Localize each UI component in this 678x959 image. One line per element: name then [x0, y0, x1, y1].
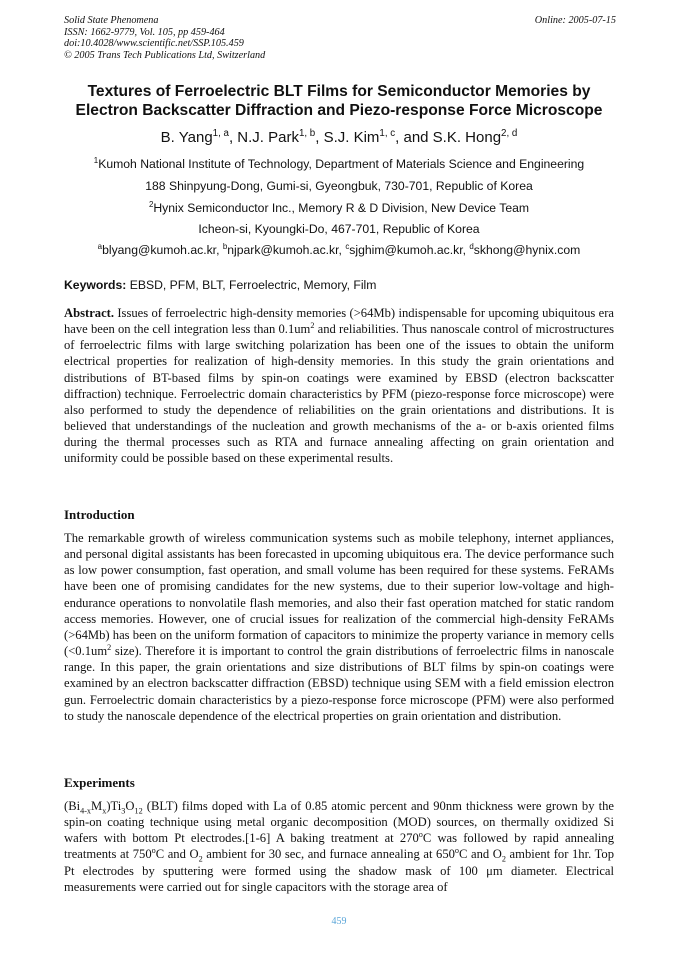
title-line-1: Textures of Ferroelectric BLT Films for Semiconductor Memories by: [87, 83, 591, 100]
journal-copyright: © 2005 Trans Tech Publications Ltd, Switzerland: [64, 49, 266, 61]
author-affiliation-mark: 1, b: [298, 128, 316, 139]
keywords-label: Keywords:: [64, 278, 127, 292]
email-link[interactable]: skhong@hynix.com: [473, 243, 581, 257]
affiliation-1-line-2: 188 Shinpyung-Dong, Gumi-si, Gyeongbuk, 730-701, Republic of Korea: [145, 179, 533, 193]
author-name: B. Yang: [160, 129, 213, 146]
affiliation-mark: 1: [93, 155, 99, 165]
introduction-heading: Introduction: [64, 507, 135, 522]
affiliation-2-line-1: $^2$Hynix Semiconductor Inc., Memory R & D Division, New Device Team: [148, 199, 530, 215]
email-link[interactable]: blyang@kumoh.ac.kr: [102, 243, 217, 257]
email-link[interactable]: sjghim@kumoh.ac.kr: [349, 243, 463, 257]
author-affiliation-mark: 1, c: [379, 128, 396, 139]
page-number: 459: [331, 916, 347, 927]
author-separator: ,: [228, 129, 238, 146]
keywords-text: EBSD, PFM, BLT, Ferroelectric, Memory, Film: [126, 278, 377, 292]
journal-doi: doi:10.4028/www.scientific.net/SSP.105.459: [64, 38, 244, 50]
journal-header: [64, 15, 265, 61]
author-name: S.J. Kim: [323, 129, 380, 146]
experiments-paragraph: $(Bi_{4-x}M_x)Ti_3O_{12}$ (BLT) films doped with La of 0.85 atomic percent and 90nm thickness were grown by the spin-on coating technique using metal organic decomposition (MOD) sources, on thermally oxidized Si wafers with bottom Pt electrodes.[1-6] A baking treatment at 270$^o$C was followed by rapid annealing treatments at 750$^o$C and $O_2$ ambient for 30 sec, and furnace annealing at 650$^o$C and $O_2$ ambient for 1hr. Top Pt electrodes by sputtering were formed using the shadow mask of 100 μm diameter. Electrical measurements were carried out for single capacitors with the storage area of: [64, 799, 615, 894]
affiliation-1-line-1: $^1$Kumoh National Institute of Technology, Department of Materials Science and Engineering: [93, 155, 585, 171]
abstract-label: Abstract.: [64, 306, 115, 320]
email-link[interactable]: njpark@kumoh.ac.kr: [227, 243, 339, 257]
journal-issn: ISSN: 1662-9779, Vol. 105, pp 459-464: [64, 26, 225, 38]
author-name: S.K. Hong: [432, 129, 502, 146]
online-date: Online: 2005-07-15: [534, 15, 616, 26]
journal-name: Solid State Phenomena: [64, 15, 159, 26]
paper-title: [40, 82, 638, 120]
author-separator: ,: [315, 129, 324, 146]
title-line-2: Electron Backscatter Diffraction and Piezo-response Force Microscope: [75, 102, 603, 119]
experiments-heading: Experiments: [64, 775, 135, 790]
introduction-paragraph: The remarkable growth of wireless communication systems such as mobile telephony, internet appliances, and personal digital assistants has been forecasted in upcoming ubiquitous era. The device performance such as low power consumption, fast operation, and small volume has been required for these systems. FeRAMs have been one of promising candidates for the new systems, due to their superior low-voltage and high-endurance operations to nonvolatile flash memories, and also their fast operation matched for static random access memories. However, one of crucial issues for realization of the commercial high-density FeRAMs (>64Mb) has been on the uniform formation of capacitors to minimize the property variance in memory cells ($<0.1um^2$ size). Therefore it is important to control the grain distributions of ferroelectric films in nanoscale range. In this paper, the grain orientations and size distributions of BLT films by spin-on coatings were examined by an electron backscatter diffraction (EBSD) technique using SEM with a field emission electron gun. Ferroelectric domain characteristics by a piezo-response force microscope (PFM) were also performed to study the nanoscale dependence of the electrical properties on grain orientation and distribution.: [64, 531, 614, 723]
author-list: [40, 129, 638, 146]
author-name: N.J. Park: [237, 129, 299, 146]
affiliation-2-line-2: Icheon-si, Kyoungki-Do, 467-701, Republic of Korea: [198, 222, 480, 236]
author-separator: , and: [395, 129, 433, 146]
email-list: $^a$blyang@kumoh.ac.kr, $^b$njpark@kumoh.ac.kr, $^c$sjghim@kumoh.ac.kr, $^d$skhong@hynix.com: [97, 241, 581, 257]
abstract-paragraph: Abstract. Issues of ferroelectric high-density memories (>64Mb) indispensable for upcoming ubiquitous era have been on the cell integration less than $0.1um^2$ and reliabilities. Thus nanoscale control of microstructures of ferroelectric films with large switching polarization has been one of the issues to obtain the uniform electrical properties for realization of high-density memories. In this study the grain orientations and distributions of BT-based films by spin-on coatings were examined by EBSD (electron backscatter diffraction) technique. Ferroelectric domain characteristics by PFM (piezo-response force microscope) were also performed to study the dependence of reliabilities on the grain orientations and distributions. It is believed that understandings of the nucleation and growth mechanisms of the a- or b-axis oriented films during the thermal processes such as RTA and furnace annealing affecting on grain orientation and uniformity could be possible based on these experimental results.: [64, 306, 614, 466]
author-affiliation-mark: 2, d: [501, 128, 518, 139]
keywords-line: [64, 278, 376, 292]
affiliation-mark: 2: [148, 199, 154, 209]
author-affiliation-mark: 1, a: [212, 128, 229, 139]
